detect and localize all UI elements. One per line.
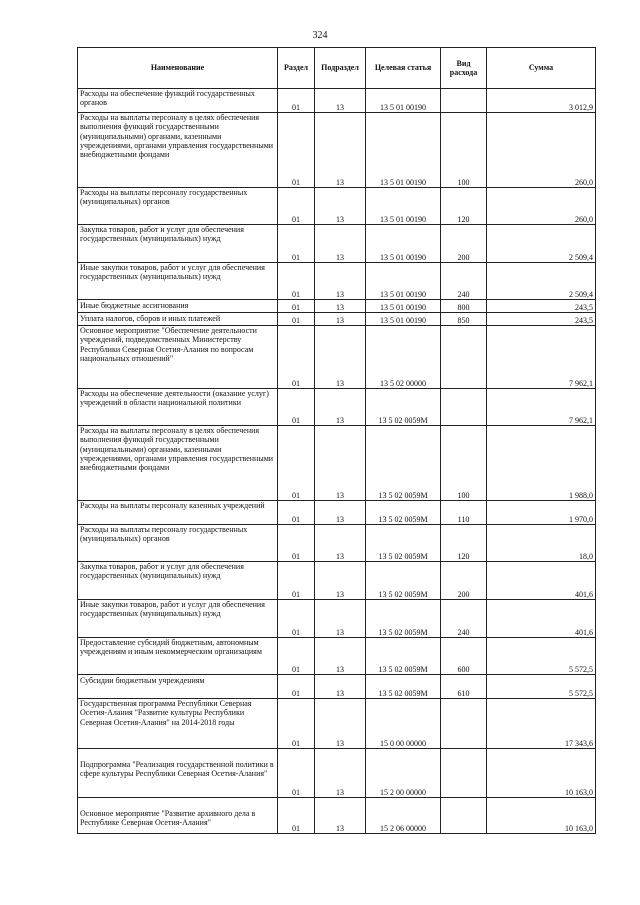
row-type: 100: [441, 426, 487, 501]
row-article: 13 5 02 0059М: [366, 600, 441, 638]
table-row: [78, 113, 596, 188]
table-row: [78, 798, 596, 834]
row-article: 13 5 01 00190: [366, 313, 441, 326]
row-name: Предоставление субсидий бюджетным, автономным учреждениям и иным некоммерческим организациям: [78, 638, 278, 675]
header-target-article: Целевая статья: [366, 48, 441, 89]
row-article: 13 5 02 0059М: [366, 501, 441, 525]
row-article: 13 5 02 0059М: [366, 675, 441, 699]
row-name: Основное мероприятие "Развитие архивного дела в Республике Северная Осетия-Алания": [78, 798, 278, 834]
row-type: 600: [441, 638, 487, 675]
header-expense-type: Вид расхода: [441, 48, 487, 89]
row-amount: 2 509,4: [487, 225, 596, 263]
header-amount: Сумма: [487, 48, 596, 89]
row-article: 13 5 01 00190: [366, 300, 441, 313]
row-article: 13 5 01 00190: [366, 188, 441, 225]
row-subsection: 13: [315, 225, 366, 263]
row-type: 240: [441, 263, 487, 300]
row-type: 100: [441, 113, 487, 188]
row-article: 13 5 02 0059М: [366, 562, 441, 600]
row-subsection: 13: [315, 300, 366, 313]
row-amount: 1 988,0: [487, 426, 596, 501]
row-article: 13 5 01 00190: [366, 225, 441, 263]
row-section: 01: [278, 313, 315, 326]
row-subsection: 13: [315, 389, 366, 426]
row-article: 13 5 02 00000: [366, 326, 441, 389]
row-type: 120: [441, 188, 487, 225]
row-subsection: 13: [315, 638, 366, 675]
row-section: 01: [278, 501, 315, 525]
row-subsection: 13: [315, 600, 366, 638]
row-name: Расходы на выплаты персоналу государственных (муниципальных) органов: [78, 188, 278, 225]
table-row: [78, 426, 596, 501]
header-name: Наименование: [78, 48, 278, 89]
row-name: Расходы на выплаты персоналу государственных (муниципальных) органов: [78, 525, 278, 562]
row-type: 200: [441, 225, 487, 263]
row-name: Иные бюджетные ассигнования: [78, 300, 278, 313]
row-article: 13 5 02 0059М: [366, 638, 441, 675]
row-amount: 5 572,5: [487, 638, 596, 675]
row-amount: 401,6: [487, 600, 596, 638]
row-subsection: 13: [315, 263, 366, 300]
page-number: 324: [312, 30, 328, 41]
table-row: [78, 749, 596, 798]
row-subsection: 13: [315, 562, 366, 600]
row-subsection: 13: [315, 113, 366, 188]
table-row: [78, 525, 596, 562]
row-type: 610: [441, 675, 487, 699]
row-subsection: 13: [315, 188, 366, 225]
row-name: Основное мероприятие "Обеспечение деятельности учреждений, подведомственных Министерству Республики Северная Осетия-Алания по вопросам национальных отношений": [78, 326, 278, 389]
row-section: 01: [278, 749, 315, 798]
row-type: 800: [441, 300, 487, 313]
row-amount: 3 012,9: [487, 89, 596, 113]
row-amount: 1 970,0: [487, 501, 596, 525]
row-subsection: 13: [315, 675, 366, 699]
row-amount: 10 163,0: [487, 749, 596, 798]
row-name: Расходы на выплаты персоналу в целях обеспечения выполнения функций государственными (муниципальными) органами, казенными учреждениями, органами управления государственными внебюджетными фондами: [78, 113, 278, 188]
row-type: [441, 749, 487, 798]
row-amount: 18,0: [487, 525, 596, 562]
row-article: 15 2 06 00000: [366, 798, 441, 834]
row-amount: 243,5: [487, 313, 596, 326]
row-article: 15 2 00 00000: [366, 749, 441, 798]
row-amount: 243,5: [487, 300, 596, 313]
row-amount: 2 509,4: [487, 263, 596, 300]
table-row: [78, 501, 596, 525]
table-row: [78, 188, 596, 225]
row-name: Иные закупки товаров, работ и услуг для обеспечения государственных (муниципальных) нужд: [78, 600, 278, 638]
row-type: 240: [441, 600, 487, 638]
row-article: 15 0 00 00000: [366, 699, 441, 749]
row-amount: 7 962,1: [487, 326, 596, 389]
table-row: [78, 562, 596, 600]
row-subsection: 13: [315, 699, 366, 749]
row-name: Расходы на выплаты персоналу казенных учреждений: [78, 501, 278, 525]
row-subsection: 13: [315, 326, 366, 389]
row-subsection: 13: [315, 749, 366, 798]
table-header-row: [78, 48, 596, 89]
row-section: 01: [278, 263, 315, 300]
row-name: Государственная программа Республики Северная Осетия-Алания "Развитие культуры Республики Северная Осетия-Алания" на 2014-2018 годы: [78, 699, 278, 749]
row-name: Уплата налогов, сборов и иных платежей: [78, 313, 278, 326]
row-article: 13 5 02 0059М: [366, 525, 441, 562]
row-section: 01: [278, 300, 315, 313]
table-row: [78, 326, 596, 389]
row-amount: 260,0: [487, 113, 596, 188]
row-name: Расходы на выплаты персоналу в целях обеспечения выполнения функций государственными (муниципальными) органами, казенными учреждениями, органами управления государственными внебюджетными фондами: [78, 426, 278, 501]
row-article: 13 5 01 00190: [366, 89, 441, 113]
row-amount: 260,0: [487, 188, 596, 225]
row-name: Подпрограмма "Реализация государственной политики в сфере культуры Республики Северная Осетия-Алания": [78, 749, 278, 798]
row-name: Субсидии бюджетным учреждениям: [78, 675, 278, 699]
row-name: Закупка товаров, работ и услуг для обеспечения государственных (муниципальных) нужд: [78, 562, 278, 600]
row-amount: 17 343,6: [487, 699, 596, 749]
table-row: [78, 600, 596, 638]
row-amount: 7 962,1: [487, 389, 596, 426]
row-name: Расходы на обеспечение функций государственных органов: [78, 89, 278, 113]
row-section: 01: [278, 113, 315, 188]
table-row: [78, 675, 596, 699]
row-type: [441, 389, 487, 426]
row-type: [441, 699, 487, 749]
row-section: 01: [278, 638, 315, 675]
row-subsection: 13: [315, 313, 366, 326]
row-section: 01: [278, 798, 315, 834]
row-section: 01: [278, 225, 315, 263]
row-section: 01: [278, 675, 315, 699]
table-row: [78, 225, 596, 263]
row-amount: 401,6: [487, 562, 596, 600]
table-row: [78, 300, 596, 313]
row-subsection: 13: [315, 798, 366, 834]
row-section: 01: [278, 188, 315, 225]
row-article: 13 5 01 00190: [366, 113, 441, 188]
header-subsection: Подраздел: [315, 48, 366, 89]
row-name: Иные закупки товаров, работ и услуг для обеспечения государственных (муниципальных) нужд: [78, 263, 278, 300]
row-section: 01: [278, 426, 315, 501]
row-type: 120: [441, 525, 487, 562]
table-row: [78, 313, 596, 326]
row-section: 01: [278, 389, 315, 426]
row-subsection: 13: [315, 501, 366, 525]
row-type: [441, 798, 487, 834]
row-type: 850: [441, 313, 487, 326]
header-section: Раздел: [278, 48, 315, 89]
budget-table: [77, 47, 596, 834]
row-name: Расходы на обеспечение деятельности (оказание услуг) учреждений в области национальной политики: [78, 389, 278, 426]
table-row: [78, 89, 596, 113]
row-section: 01: [278, 699, 315, 749]
row-section: 01: [278, 326, 315, 389]
row-article: 13 5 01 00190: [366, 263, 441, 300]
row-section: 01: [278, 89, 315, 113]
row-type: [441, 326, 487, 389]
row-subsection: 13: [315, 525, 366, 562]
row-article: 13 5 02 0059М: [366, 389, 441, 426]
row-section: 01: [278, 525, 315, 562]
row-type: 110: [441, 501, 487, 525]
row-name: Закупка товаров, работ и услуг для обеспечения государственных (муниципальных) нужд: [78, 225, 278, 263]
row-amount: 10 163,0: [487, 798, 596, 834]
table-row: [78, 263, 596, 300]
row-section: 01: [278, 562, 315, 600]
row-subsection: 13: [315, 89, 366, 113]
table-row: [78, 389, 596, 426]
table-row: [78, 638, 596, 675]
row-type: 200: [441, 562, 487, 600]
table-body: [78, 89, 596, 834]
row-article: 13 5 02 0059М: [366, 426, 441, 501]
row-section: 01: [278, 600, 315, 638]
row-amount: 5 572,5: [487, 675, 596, 699]
row-subsection: 13: [315, 426, 366, 501]
row-type: [441, 89, 487, 113]
table-row: [78, 699, 596, 749]
